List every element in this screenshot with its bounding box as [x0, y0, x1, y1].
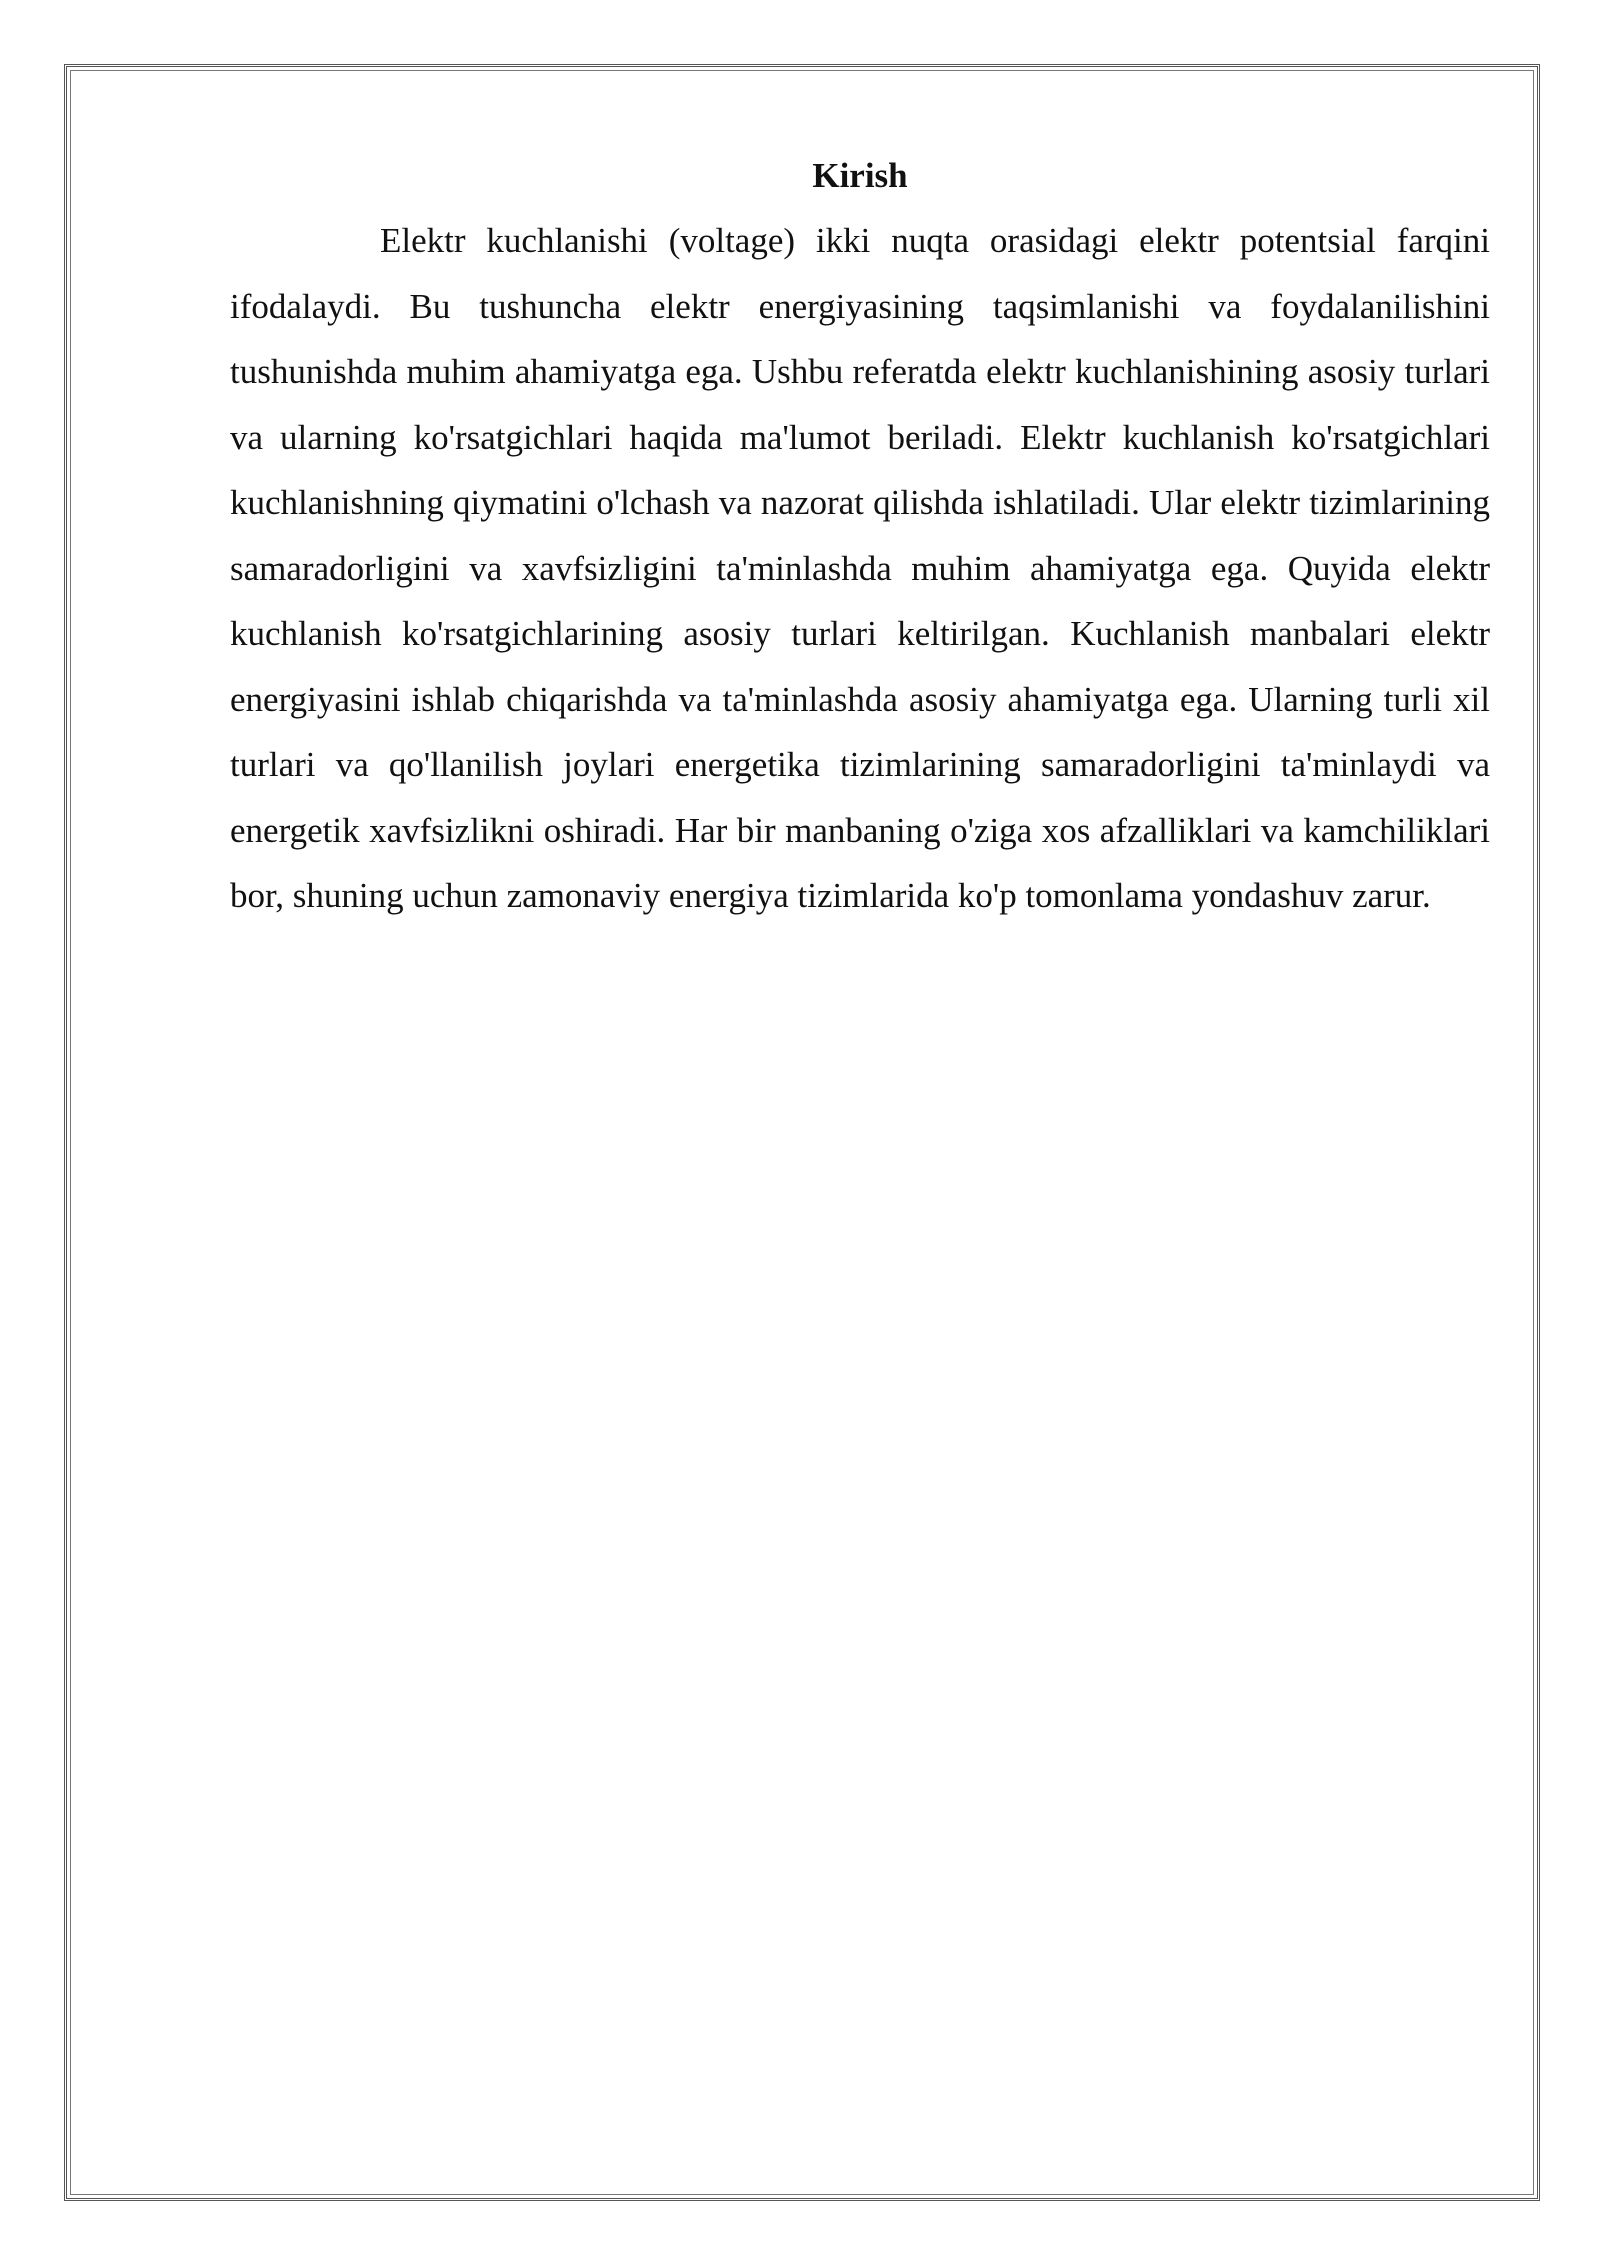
page-title: Kirish [812, 156, 908, 195]
document-body [230, 150, 1490, 929]
intro-paragraph: Elektr kuchlanishi (voltage) ikki nuqta orasidagi elektr potentsial farqini ifodalaydi. Bu tushuncha elektr energiyasining taqsimlanishi va foydalanilishini tushunishda muhim ahamiyatga ega. Ushbu referatda elektr kuchlanishining asosiy turlari va ularning ko'rsatgichlari haqida ma'lumot beriladi. Elektr kuchlanish ko'rsatgichlari kuchlanishning qiymatini o'lchash va nazorat qilishda ishlatiladi. Ular elektr tizimlarining samaradorligini va xavfsizligini ta'minlashda muhim ahamiyatga ega. Quyida elektr kuchlanish ko'rsatgichlarining asosiy turlari keltirilgan. Kuchlanish manbalari elektr energiyasini ishlab chiqarishda va ta'minlashda asosiy ahamiyatga ega. Ularning turli xil turlari va qo'llanilish joylari energetika tizimlarining samaradorligini ta'minlaydi va energetik xavfsizlikni oshiradi. Har bir manbaning o'ziga xos afzalliklari va kamchiliklari bor, shuning uchun zamonaviy energiya tizimlarida ko'p tomonlama yondashuv zarur. [230, 221, 1490, 915]
